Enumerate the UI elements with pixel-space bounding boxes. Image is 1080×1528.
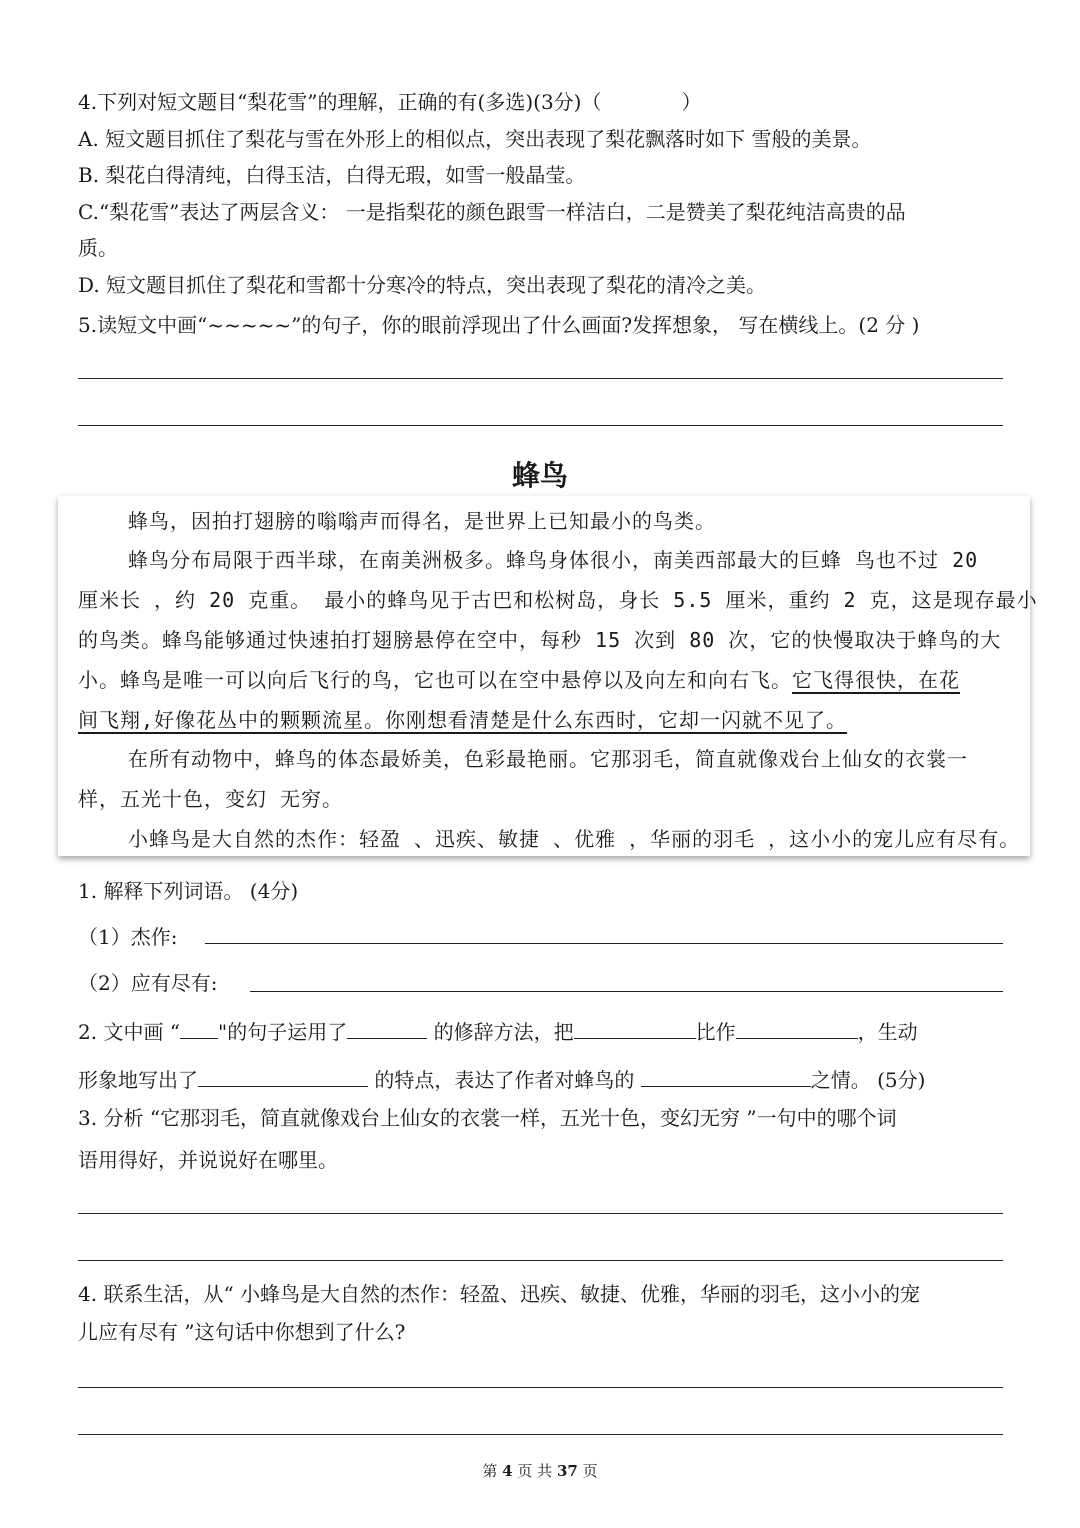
answer-line[interactable] [78, 378, 1003, 379]
underlined-sentence: 它飞得很快，在花 [792, 668, 960, 692]
question-2-text: 的修辞方法，把 [427, 1020, 574, 1044]
prev-question-4-option-d: D. 短文题目抓住了梨花和雪都十分寒冷的特点，突出表现了梨花的清冷之美。 [78, 273, 767, 297]
paragraph-1: 蜂鸟，因拍打翅膀的嗡嗡声而得名，是世界上已知最小的鸟类。 [128, 509, 716, 533]
answer-line[interactable] [250, 991, 1003, 992]
total-pages: 37 [556, 1462, 578, 1480]
blank[interactable] [641, 1066, 811, 1087]
blank[interactable] [574, 1018, 696, 1039]
question-2-text: "的句子运用了 [218, 1020, 348, 1044]
question-1: 1. 解释下列词语。 (4分) [78, 879, 299, 903]
question-4-line: 儿应有尽有 ”这句话中你想到了什么? [78, 1320, 406, 1344]
paragraph-2-line: 的鸟类。蜂鸟能够通过快速拍打翅膀悬停在空中，每秒 15 次到 80 次，它的快慢取决于蜂鸟的大 [78, 628, 1002, 652]
answer-line[interactable] [78, 425, 1003, 426]
prev-question-4-option-b: B. 梨花白得清纯，白得玉洁，白得无瑕，如雪一般晶莹。 [78, 163, 586, 187]
blank[interactable] [736, 1018, 858, 1039]
blank[interactable] [180, 1018, 218, 1039]
footer-text: 页 [582, 1462, 598, 1480]
question-4-line: 4. 联系生活，从“ 小蜂鸟是大自然的杰作：轻盈、迅疾、敏捷、优雅，华丽的羽毛，这小小的宠 [78, 1282, 921, 1306]
question-2-text: 比作 [695, 1020, 736, 1044]
question-3-line: 3. 分析 “它那羽毛，简直就像戏台上仙女的衣裳一样，五光十色，变幻无穷 ”一句中的哪个词 [78, 1106, 897, 1130]
prev-question-4-option-a: A. 短文题目抓住了梨花与雪在外形上的相似点，突出表现了梨花飘落时如下 雪般的美景。 [78, 127, 872, 151]
question-2-text: 的特点，表达了作者对蜂鸟的 [368, 1068, 641, 1092]
paragraph-3-line: 样，五光十色，变幻 无穷。 [78, 787, 344, 811]
blank[interactable] [347, 1018, 427, 1039]
question-1-item-1: （1）杰作: [78, 925, 178, 949]
footer-text: 页 共 [517, 1462, 553, 1480]
question-3-line: 语用得好，并说说好在哪里。 [78, 1148, 338, 1172]
paragraph-2-text: 小。蜂鸟是唯一可以向后飞行的鸟，它也可以在空中悬停以及向左和向右飞。 [78, 668, 792, 692]
question-1-item-2: （2）应有尽有: [78, 971, 218, 995]
question-2-text: ，生动 [857, 1020, 918, 1044]
paragraph-2-line: 厘米长 ，约 20 克重。 最小的蜂鸟见于古巴和松树岛，身长 5.5 厘米，重约 2 克，这是现存最小 [78, 588, 1038, 612]
prev-question-4-option-c-cont: 质。 [78, 236, 118, 260]
reading-passage [58, 496, 1038, 856]
question-2-text: 2. 文中画 “ [78, 1020, 181, 1044]
blank[interactable] [198, 1066, 368, 1087]
footer-text: 第 [482, 1462, 498, 1480]
answer-line[interactable] [78, 1260, 1003, 1261]
question-2-line-1 [78, 1018, 918, 1044]
paragraph-2-line: 蜂鸟分布局限于西半球，在南美洲极多。蜂鸟身体很小，南美西部最大的巨蜂 鸟也不过 20 [128, 548, 979, 572]
underlined-sentence: 间飞翔,好像花丛中的颗颗流星。你刚想看清楚是什么东西时，它却一闪就不见了。 [78, 708, 848, 732]
page-footer [0, 1461, 1080, 1481]
question-2-text: 形象地写出了 [78, 1068, 198, 1092]
article-title: 蜂鸟 [511, 459, 568, 492]
paragraph-3-line: 在所有动物中，蜂鸟的体态最娇美，色彩最艳丽。它那羽毛，简直就像戏台上仙女的衣裳一 [128, 747, 968, 771]
paragraph-4: 小蜂鸟是大自然的杰作：轻盈 、迅疾、敏捷 、优雅 ，华丽的羽毛 ，这小小的宠儿应有尽有。 [128, 827, 1021, 851]
paragraph-2-line [78, 668, 960, 692]
question-2-line-2 [78, 1066, 925, 1092]
prev-question-4-option-c: C.“梨花雪”表达了两层含义： 一是指梨花的颜色跟雪一样洁白，二是赞美了梨花纯洁高贵的品 [78, 200, 906, 224]
answer-line[interactable] [78, 1434, 1003, 1435]
question-2-text: 之情。 (5分) [810, 1068, 926, 1092]
answer-line[interactable] [78, 1387, 1003, 1388]
prev-question-4: 4.下列对短文题目“梨花雪”的理解，正确的有(多选)(3分)（ ） [78, 90, 702, 114]
answer-line[interactable] [205, 943, 1003, 944]
page-number: 4 [502, 1462, 513, 1480]
answer-line[interactable] [78, 1213, 1003, 1214]
prev-question-5: 5.读短文中画“~~~~~”的句子，你的眼前浮现出了什么画面?发挥想象， 写在横线上。(2 分 ) [78, 313, 920, 337]
